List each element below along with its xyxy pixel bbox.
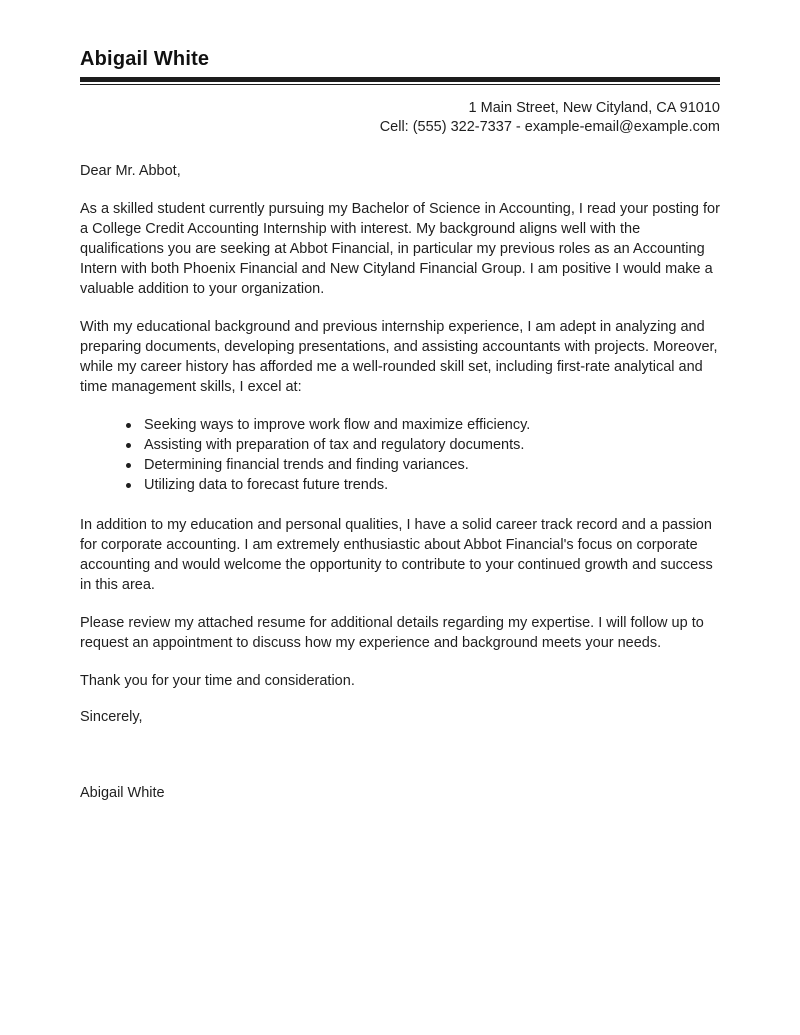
list-item: Seeking ways to improve work flow and maximize efficiency. <box>124 415 720 435</box>
letter-body <box>80 161 720 803</box>
list-item: Utilizing data to forecast future trends. <box>124 475 720 495</box>
skills-bullet-list <box>80 415 720 495</box>
contact-block <box>80 99 720 137</box>
paragraph-passion: In addition to my education and personal qualities, I have a solid career track record and a passion for corporate accounting. I am extremely enthusiastic about Abbot Financial's focus on corporate accounting and would welcome the opportunity to contribute to your continued growth and success in this area. <box>80 517 713 593</box>
list-item: Determining financial trends and finding variances. <box>124 455 720 475</box>
thank-you-line: Thank you for your time and consideration. <box>80 673 355 689</box>
signature-name: Abigail White <box>80 785 165 801</box>
letter-author-name: Abigail White <box>80 48 210 70</box>
paragraph-experience: With my educational background and previous internship experience, I am adept in analyzing and preparing documents, developing presentations, and assisting accountants with projects. Moreover, while my career history has afforded me a well-rounded skill set, including first-rate analytical and time management skills, I excel at: <box>80 319 718 395</box>
salutation: Dear Mr. Abbot, <box>80 163 181 179</box>
phone-email-line: Cell: (555) 322-7337 - example-email@example.com <box>379 119 720 135</box>
paragraph-follow-up: Please review my attached resume for additional details regarding my expertise. I will follow up to request an appointment to discuss how my experience and background meets your needs. <box>80 615 704 651</box>
closing-line: Sincerely, <box>80 709 143 725</box>
paragraph-introduction: As a skilled student currently pursuing my Bachelor of Science in Accounting, I read your posting for a College Credit Accounting Internship with interest. My background aligns well with the qualifications you are seeking at Abbot Financial, in particular my previous roles as an Accounting Intern with both Phoenix Financial and New Cityland Financial Group. I am positive I would make a valuable addition to your organization. <box>80 201 720 297</box>
header-divider-thin-line <box>80 84 720 85</box>
address-line: 1 Main Street, New Cityland, CA 91010 <box>468 100 720 116</box>
list-item: Assisting with preparation of tax and regulatory documents. <box>124 435 720 455</box>
header-divider <box>80 77 720 85</box>
